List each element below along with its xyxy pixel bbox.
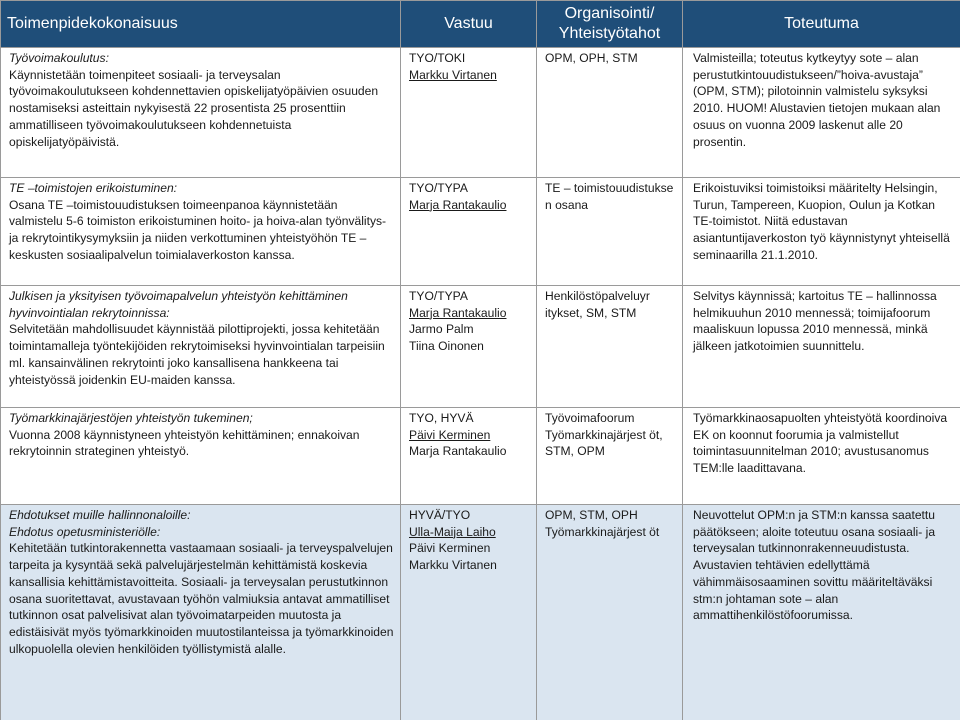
implementation-cell: Valmisteilla; toteutus kytkeytyy sote – alan perustutkintouudistukseen/”hoiva-avustaja” (OPM, STM); pilotoinnin valmistelu syksyksi 2010. HUOM! Alustavien tietojen mukaan alan osuus on vuonna 2009 laskenut alle 20 prosentin. bbox=[683, 48, 960, 178]
organisation-cell: OPM, OPH, STM bbox=[537, 48, 683, 178]
responsible-person: Ulla-Maija Laiho bbox=[409, 524, 496, 539]
responsibility-cell bbox=[401, 505, 537, 720]
measure-cell bbox=[1, 178, 401, 286]
measure-body: Osana TE –toimistouudistuksen toimeenpanoa käynnistetään valmistelu 5-6 toimiston erikoistuminen hoito- ja hoiva-alan työnvälitys- ja rekrytointikysymyksiin ja niiden verkottuminen yhteistyöhön TE –keskusten sosiaalipalvelun toimialaverkoston kanssa. bbox=[9, 197, 387, 262]
table-row bbox=[1, 48, 960, 178]
table-row bbox=[1, 178, 960, 286]
responsible-person: Päivi Kerminen bbox=[409, 541, 491, 556]
measure-cell bbox=[1, 286, 401, 408]
organisation-cell: Henkilöstöpalveluyr itykset, SM, STM bbox=[537, 286, 683, 408]
responsible-person: Jarmo Palm bbox=[409, 322, 474, 337]
header-organisointi bbox=[537, 1, 683, 48]
table-row bbox=[1, 286, 960, 408]
responsible-person: Marja Rantakaulio bbox=[409, 305, 507, 320]
responsible-unit: TYO/TYPA bbox=[409, 181, 468, 195]
responsible-person: Tiina Oinonen bbox=[409, 339, 484, 354]
responsible-unit: TYO/TOKI bbox=[409, 51, 466, 65]
measure-title: Ehdotukset muille hallinnonaloille: bbox=[9, 508, 191, 522]
responsible-person: Markku Virtanen bbox=[409, 67, 497, 82]
header-vastuu: Vastuu bbox=[401, 1, 537, 48]
responsibility-cell bbox=[401, 178, 537, 286]
organisation-cell: Työvoimafoorum Työmarkkinajärjest öt, STM, OPM bbox=[537, 408, 683, 505]
measure-body: Selvitetään mahdollisuudet käynnistää pilottiprojekti, jossa kehitetään toimintamalleja työntekijöiden rekrytoimiseksi hyvinvointialan tarpeisiin ml. kansainvälinen rekrytointi joko kansallisena hankkeena tai yhteistyössä joidenkin EU-maiden kanssa. bbox=[9, 322, 385, 387]
measure-body: Vuonna 2008 käynnistyneen yhteistyön kehittäminen; ennakoivan rekrytoinnin strateginen yhteistyö. bbox=[9, 427, 360, 459]
measure-cell bbox=[1, 505, 401, 720]
responsible-unit: TYO, HYVÄ bbox=[409, 411, 474, 425]
responsible-person: Päivi Kerminen bbox=[409, 427, 491, 442]
responsible-person: Marja Rantakaulio bbox=[409, 444, 507, 459]
responsible-person: Marja Rantakaulio bbox=[409, 197, 507, 212]
implementation-cell: Selvitys käynnissä; kartoitus TE – hallinnossa helmikuuhun 2010 mennessä; toimijafoorum maaliskuun lopussa 2010 mennessä, minkä jälkeen jatkotoimien suunnittelu. bbox=[683, 286, 960, 408]
header-organisointi-line1: Organisointi/ bbox=[564, 5, 655, 22]
responsibility-cell bbox=[401, 408, 537, 505]
header-toteutuma: Toteutuma bbox=[683, 1, 960, 48]
implementation-cell: Neuvottelut OPM:n ja STM:n kanssa saatettu päätökseen; aloite toteutuu osana sosiaali- ja terveysalan tutkinnonrakenneuudistusta. Avustavien tehtävien edellyttämä vähimmäisosaaminen sovittu määriteltäväksi stm:n johtaman sote – alan ammattihenkilöstöfoorumissa. bbox=[683, 505, 960, 720]
responsible-unit: HYVÄ/TYO bbox=[409, 508, 471, 522]
measure-title: Julkisen ja yksityisen työvoimapalvelun yhteistyön kehittäminen hyvinvointialan rekrytoinnissa: bbox=[9, 289, 348, 320]
measure-cell bbox=[1, 408, 401, 505]
responsibility-cell bbox=[401, 286, 537, 408]
measure-body: Käynnistetään toimenpiteet sosiaali- ja terveysalan työvoimakoulutukseen kohdennettavien opiskelijatyöpäivien osuuden nostamiseksi asteittain nykyisestä 22 prosentista 25 prosenttiin ammatilliseen työvoimakoulutukseen kohdennetuista opiskelijatyöpäivistä. bbox=[9, 67, 379, 149]
table-header-row bbox=[1, 1, 960, 48]
header-toimenpidekokonaisuus: Toimenpidekokonaisuus bbox=[1, 1, 401, 48]
measure-subtitle: Ehdotus opetusministeriölle: bbox=[9, 524, 161, 539]
organisation-cell: TE – toimistouudistukse n osana bbox=[537, 178, 683, 286]
responsibility-cell bbox=[401, 48, 537, 178]
responsible-unit: TYO/TYPA bbox=[409, 289, 468, 303]
measure-body: Kehitetään tutkintorakennetta vastaamaan sosiaali- ja terveyspalvelujen tarpeita ja kysyntää sekä palvelujärjestelmän kehittämistä koskevia kansallisia kehittämistavoitteita. Sosiaali- ja terveysalan perustutkinnon osana suoritettavat, avustavaan työhön valmiuksia antavat ammatilliset tutkinnon osat palvelisivat alan työvoimatarpeiden muutosta ja edistäisivät myös työmarkkinoiden muutostilanteissa ja työmarkkinoiden ulkopuolella olevien henkilöiden työllistymistä alalle. bbox=[9, 541, 394, 656]
header-organisointi-line2: Yhteistyötahot bbox=[558, 25, 661, 42]
organisation-cell: OPM, STM, OPH Työmarkkinajärjest öt bbox=[537, 505, 683, 720]
implementation-cell: Erikoistuviksi toimistoiksi määritelty Helsingin, Turun, Tampereen, Kuopion, Oulun ja Kotkan TE-toimistot. Niitä edustavan asiantuntijaverkoston työ käynnistynyt yhteisellä seminaarilla 21.1.2010. bbox=[683, 178, 960, 286]
responsible-person: Markku Virtanen bbox=[409, 558, 497, 573]
measure-title: TE –toimistojen erikoistuminen: bbox=[9, 181, 178, 195]
measure-title: Työmarkkinajärjestöjen yhteistyön tukeminen; bbox=[9, 411, 253, 425]
table-row bbox=[1, 408, 960, 505]
measure-title: Työvoimakoulutus: bbox=[9, 51, 109, 65]
implementation-cell: Työmarkkinaosapuolten yhteistyötä koordinoiva EK on koonnut foorumia ja valmistellut toimintasuunnitelman 2010; avustusanomus TEM:lle laadittavana. bbox=[683, 408, 960, 505]
measure-cell bbox=[1, 48, 401, 178]
table-row-highlighted bbox=[1, 505, 960, 720]
